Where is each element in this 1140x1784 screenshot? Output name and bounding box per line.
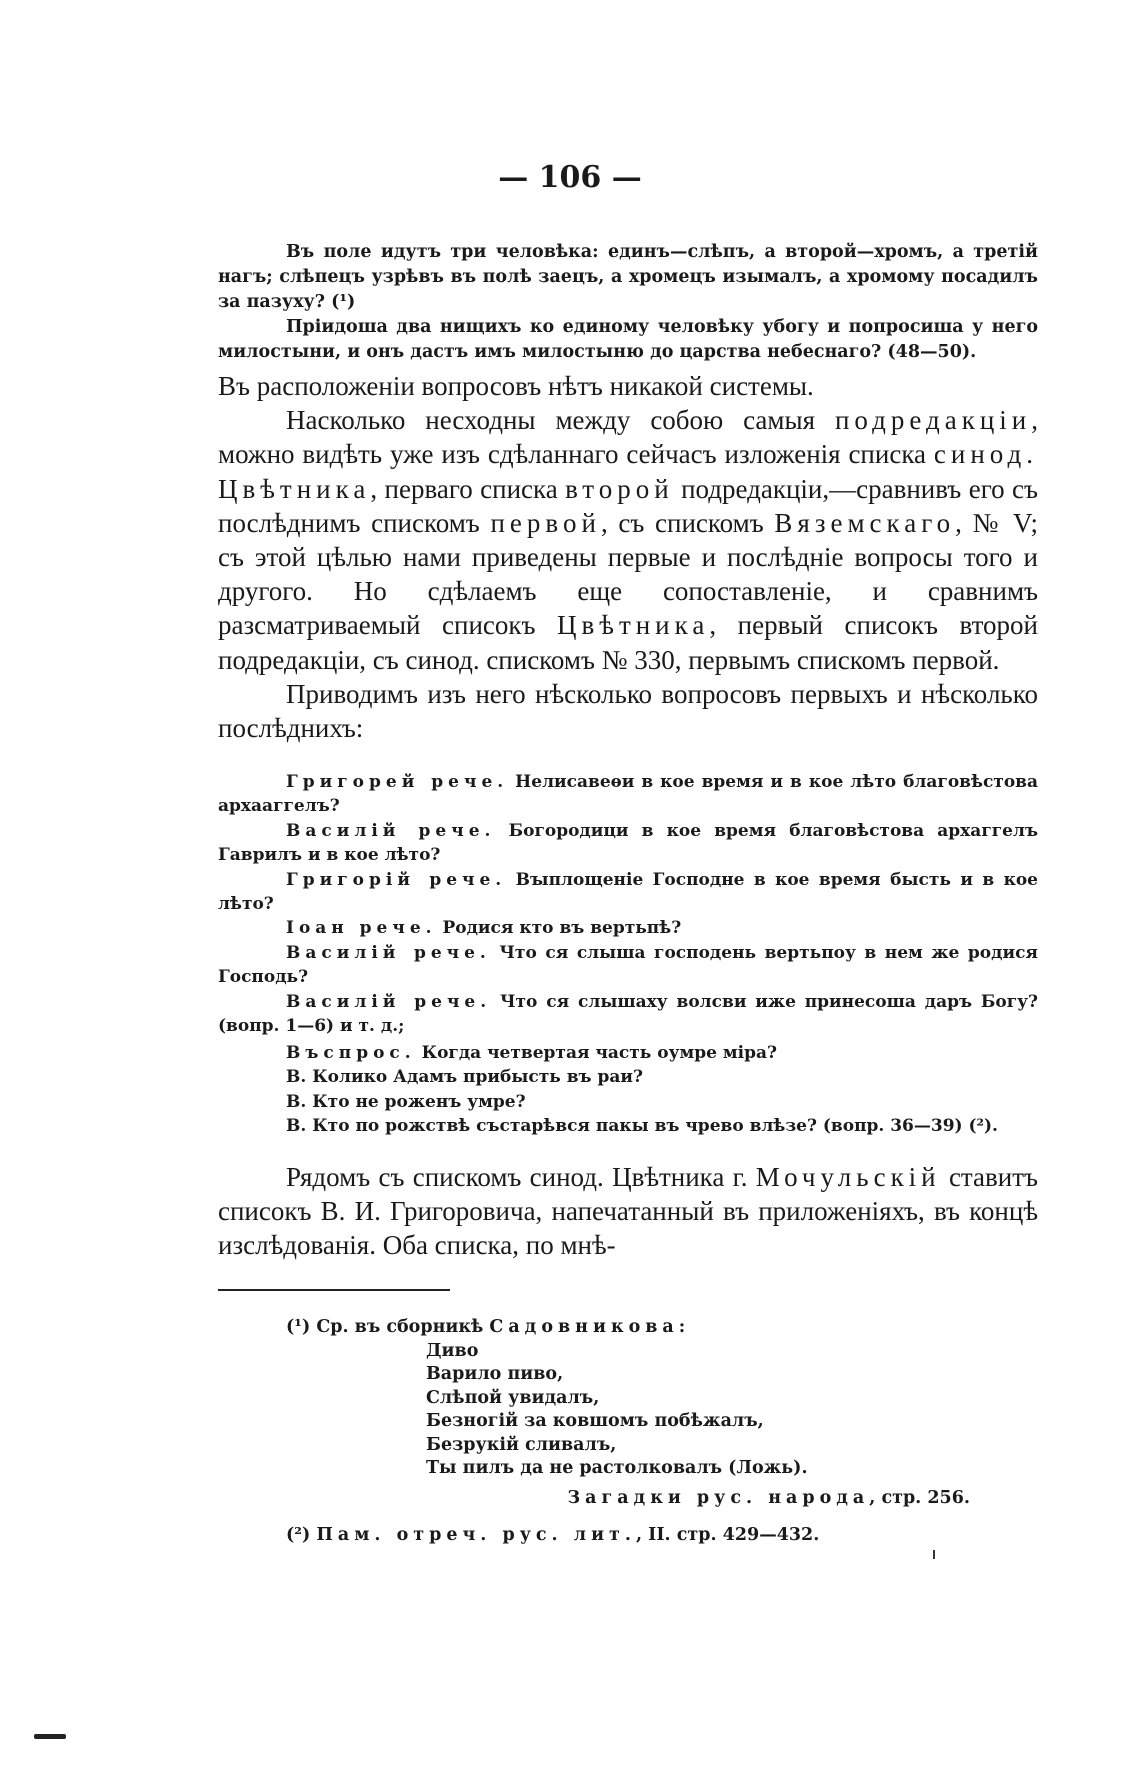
speaker-name: Григорей рече.: [286, 772, 509, 792]
body-paragraph-3: Приводимъ изъ него нѣсколько вопросовъ первыхъ и нѣсколько послѣднихъ:: [218, 678, 1038, 744]
spaced-term: Садовникова: [489, 1317, 679, 1337]
spaced-term: Пам. отреч. рус. лит.: [316, 1525, 636, 1545]
text-run: , № V; съ этой цѣлью нами приведены первые и послѣдніе вопросы того и другого. Но сдѣлаемъ еще сопоставленіе, и сравнимъ разсматриваемый списокъ: [218, 507, 1039, 641]
spaced-term: второй: [565, 473, 674, 504]
body-paragraph-2: [218, 403, 1038, 677]
text-run: , перваго списка: [370, 473, 566, 504]
main-text-1: [218, 369, 1038, 745]
text-run: подредакціи,—сравнивъ его съ послѣднимъ спискомъ: [218, 473, 1038, 538]
dialogue-excerpt: [218, 770, 1038, 1038]
speaker-name: Въспрос.: [286, 1043, 416, 1063]
text-run: , можно видѣть уже изъ сдѣланнаго сейчасъ изложенія списка: [218, 405, 1038, 470]
poem-line: Безрукій сливалъ,: [426, 1434, 617, 1455]
poem-line: Варило пиво,: [426, 1364, 564, 1384]
dialogue-line: [218, 819, 1038, 868]
question-line: [218, 1041, 1038, 1065]
footnote-1: [286, 1316, 1038, 1340]
spaced-term: Цвѣтника: [557, 610, 710, 641]
text-run: , стр. 256.: [869, 1487, 970, 1508]
speaker-name: Василій рече.: [286, 942, 491, 963]
line-text: Богородици в кое время благовѣстова архаггелъ Гаврилъ и в кое лѣто?: [218, 820, 1038, 866]
text-run: ставитъ списокъ В. И. Григоровича, напечатанный въ приложеніяхъ, въ концѣ изслѣдованія. Оба списка, по мнѣ-: [218, 1162, 1038, 1261]
line-text: Нелисавеѳи в кое время и в кое лѣто благовѣстова архааггелъ?: [218, 772, 1038, 817]
poem-line: Диво: [426, 1340, 479, 1361]
spaced-term: первой: [490, 507, 601, 538]
line-text: Что ся слышаху волсви иже принесоша даръ Богу? (вопр. 1—6) и т. д.;: [218, 991, 1039, 1037]
footnote-source: [218, 1487, 970, 1511]
dialogue-line: [218, 990, 1038, 1039]
text-run: , съ спискомъ: [600, 507, 775, 538]
text-run: , первый списокъ второй подредакціи, съ синод. спискомъ № 330, первымъ спискомъ первой.: [218, 610, 1038, 675]
speaker-name: Григорій рече.: [286, 869, 507, 890]
poem-line: Безногій за ковшомъ побѣжалъ,: [426, 1411, 764, 1431]
text-run: :: [678, 1317, 686, 1337]
dialogue-line: [218, 916, 1038, 940]
question-line: В. Колико Адамъ прибысть въ раи?: [286, 1067, 643, 1088]
scan-edge-mark: [34, 1734, 66, 1739]
scan-mark: [933, 1550, 935, 1559]
spaced-term: Вяземскаго: [774, 507, 956, 538]
riddle-paragraph-1: Въ поле идутъ три человѣка: единъ—слѣпъ, а второй—хромъ, а третій нагъ; слѣпецъ узрѣвъ въ полѣ заецъ, а хромецъ изымалъ, а хромому посадилъ за пазуху? (¹): [218, 242, 1038, 312]
text-run: (²): [286, 1525, 317, 1545]
spaced-term: Загадки рус. народа: [567, 1487, 870, 1508]
poem-line: Слѣпой увидалъ,: [426, 1387, 600, 1408]
dialogue-line: [218, 868, 1038, 917]
question-line: В. Кто не роженъ умре?: [286, 1091, 526, 1112]
body-paragraph-4: [218, 1160, 1038, 1263]
text-run: Насколько несходны между собою самыя: [286, 405, 835, 436]
text-run: (¹) Ср. въ сборникѣ: [286, 1317, 490, 1337]
line-text: Родися кто въ вертьпѣ?: [436, 918, 682, 939]
spaced-term: подредакціи: [834, 405, 1032, 436]
line-text: Когда четвертая часть оумре міра?: [415, 1043, 777, 1063]
poem-line: Ты пилъ да не растолковалъ (Ложь).: [426, 1458, 808, 1478]
question-list: [218, 1041, 1038, 1139]
spaced-term: Мочульскій: [755, 1162, 941, 1192]
speaker-name: Василій рече.: [286, 820, 496, 841]
main-text-2: [218, 1160, 1038, 1263]
dialogue-line: [218, 770, 1038, 819]
body-paragraph-1: Въ расположеніи вопросовъ нѣтъ никакой системы.: [218, 371, 814, 401]
riddle-quotes: [218, 240, 1038, 365]
folk-riddle-poem: [426, 1340, 1038, 1481]
speaker-name: Василій рече.: [286, 991, 492, 1012]
line-text: Что ся слыша господень вертьпоу в нем же родися Господь?: [218, 942, 1038, 988]
speaker-name: Іоан рече.: [286, 918, 437, 939]
text-run: , II. стр. 429—432.: [636, 1525, 820, 1545]
footnote-2: [286, 1524, 1038, 1548]
footnote-divider: [218, 1289, 450, 1291]
riddle-paragraph-2: Пріидоша два нищихъ ко единому человѣку убогу и попросиша у него милостыни, и онъ дастъ имъ милостыню до царства небеснаго? (48—50).: [218, 317, 1038, 362]
question-line: В. Кто по рожствѣ състарѣвся пакы въ чрево влѣзе? (вопр. 36—39) (²).: [286, 1116, 998, 1137]
text-run: Рядомъ съ спискомъ синод. Цвѣтника г.: [286, 1162, 756, 1192]
line-text: Вꙑплощеніе Господне в кое время бысть и в кое лѣто?: [218, 869, 1038, 915]
dialogue-line: [218, 941, 1038, 990]
footnotes: [218, 1316, 1038, 1548]
spaced-term: синод. Цвѣтника: [218, 439, 1038, 504]
page-number: — 106 —: [498, 160, 642, 195]
